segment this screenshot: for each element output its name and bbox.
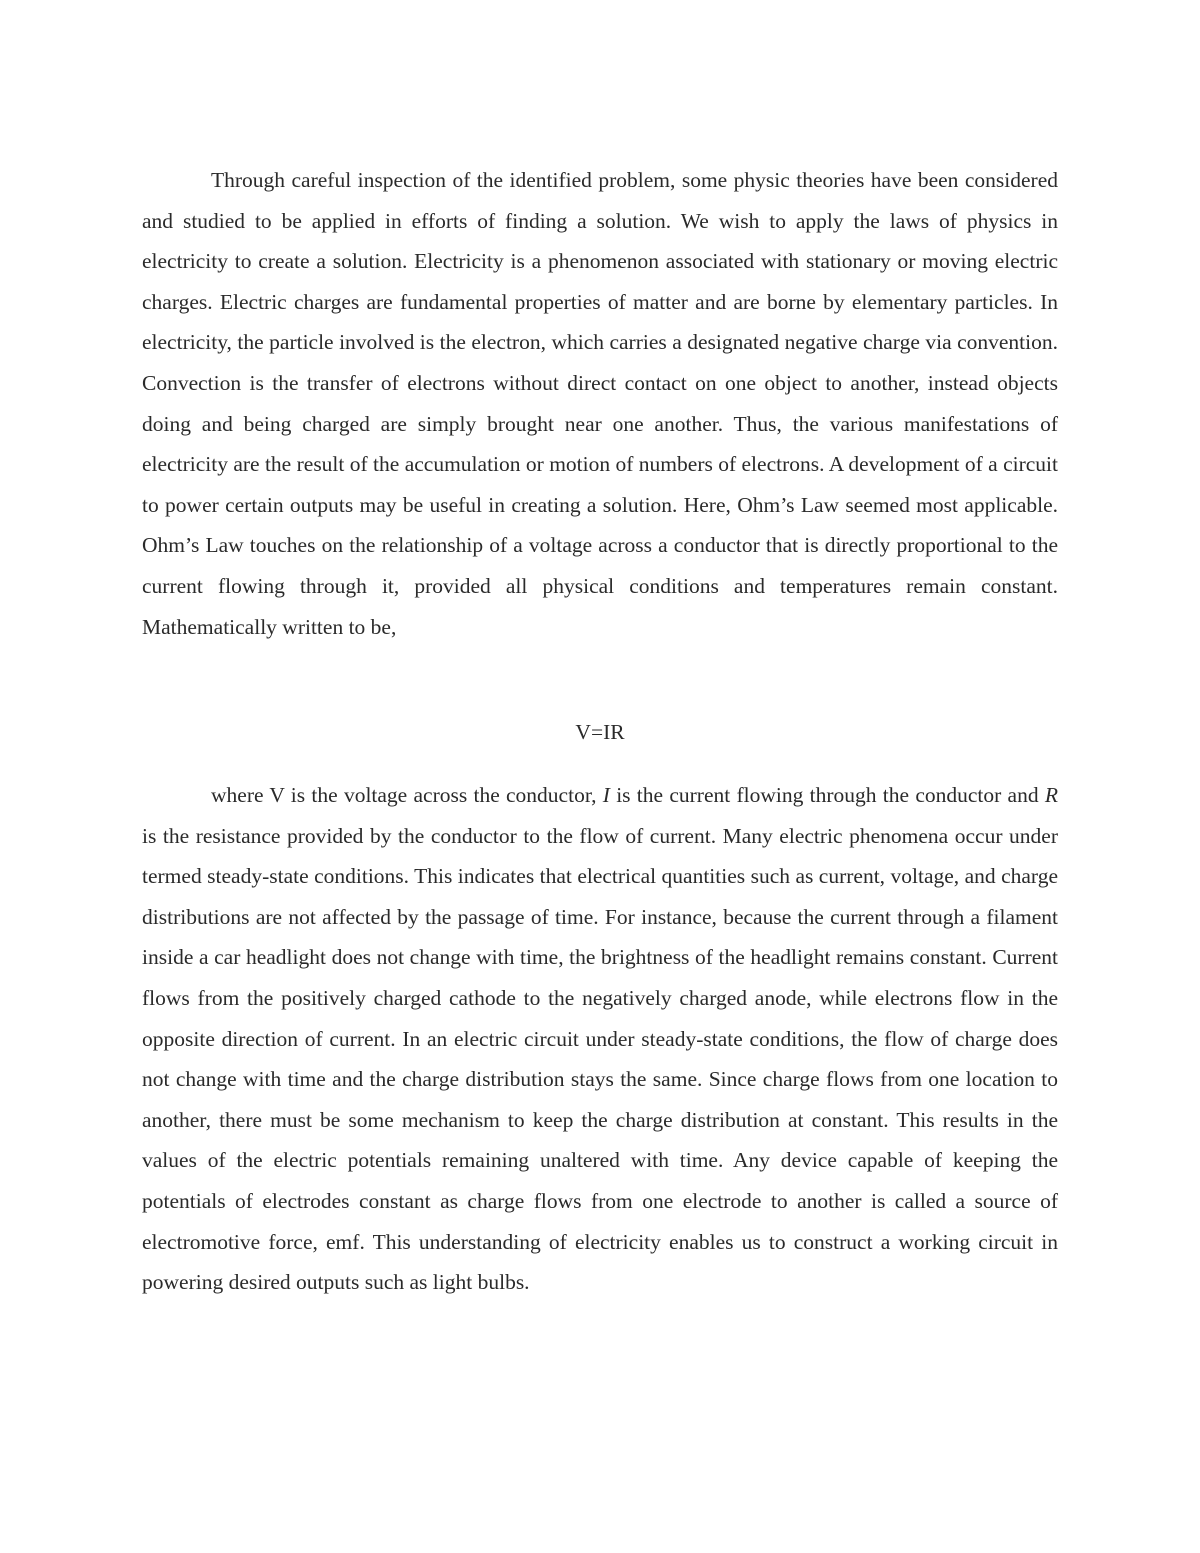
paragraph-explanation-part1: where V is the voltage across the conductor, [211,783,603,807]
paragraph-explanation-part3: is the resistance provided by the conductor to the flow of current. Many electric phenomena occur under termed steady-state conditions. This indicates that electrical quantities such as current, voltage, and charge distributions are not affected by the passage of time. For instance, because the current through a filament inside a car headlight does not change with time, the brightness of the headlight remains constant. Current flows from the positively charged cathode to the negatively charged anode, while electrons flow in the opposite direction of current. In an electric circuit under steady-state conditions, the flow of charge does not change with time and the charge distribution stays the same. Since charge flows from one location to another, there must be some mechanism to keep the charge distribution at constant. This results in the values of the electric potentials remaining unaltered with time. Any device capable of keeping the potentials of electrodes constant as charge flows from one electrode to another is called a source of electromotive force, emf. This understanding of electricity enables us to construct a working circuit in powering desired outputs such as light bulbs. [142,823,1058,1295]
variable-resistance: R [1044,783,1058,807]
paragraph-explanation-part2: is the current flowing through the conductor and [609,783,1045,807]
ohms-law-equation: V=IR [575,720,625,744]
variable-current: I [602,783,610,807]
paragraph-explanation [142,775,1058,1303]
paragraph-intro: Through careful inspection of the identified problem, some physic theories have been considered and studied to be applied in efforts of finding a solution. We wish to apply the laws of physics in electricity to create a solution. Electricity is a phenomenon associated with stationary or moving electric charges. Electric charges are fundamental properties of matter and are borne by elementary particles. In electricity, the particle involved is the electron, which carries a designated negative charge via convention. Convection is the transfer of electrons without direct contact on one object to another, instead objects doing and being charged are simply brought near one another. Thus, the various manifestations of electricity are the result of the accumulation or motion of numbers of electrons. A development of a circuit to power certain outputs may be useful in creating a solution. Here, Ohm’s Law seemed most applicable. Ohm’s Law touches on the relationship of a voltage across a conductor that is directly proportional to the current flowing through it, provided all physical conditions and temperatures remain constant. Mathematically written to be, [142,168,1058,639]
